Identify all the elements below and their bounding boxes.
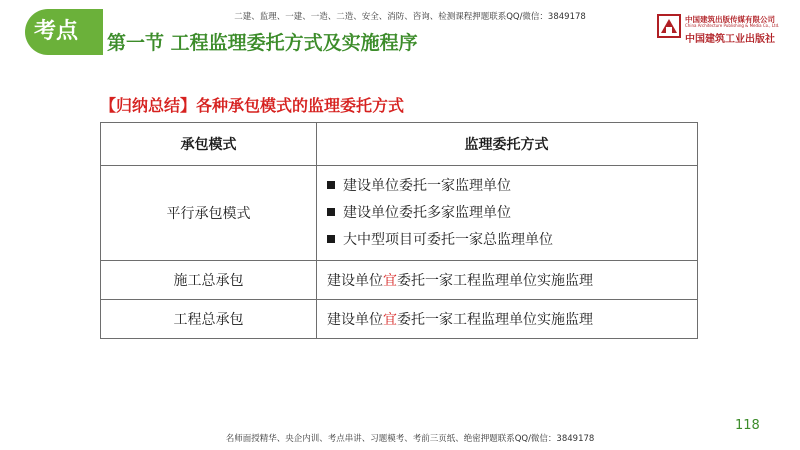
method-text-post: 委托一家工程监理单位实施监理 <box>397 273 593 289</box>
supervision-mode-table <box>100 122 698 339</box>
table-row <box>101 300 698 339</box>
method-highlight: 宜 <box>383 273 397 289</box>
header-supervision-method: 监理委托方式 <box>317 123 698 166</box>
square-bullet-icon <box>327 181 335 189</box>
cell-mode: 平行承包模式 <box>101 166 317 261</box>
bullet-text: 大中型项目可委托一家总监理单位 <box>343 231 553 248</box>
publisher-name: 中国建筑出版传媒有限公司 <box>685 15 775 24</box>
bottom-contact-note: 名师面授精华、央企内训、考点串讲、习题模考、考前三页纸、绝密押题联系QQ/微信：3849178 <box>225 434 595 444</box>
square-bullet-icon <box>327 208 335 216</box>
list-item <box>327 200 696 227</box>
list-item <box>327 227 696 254</box>
table-row <box>101 166 698 261</box>
square-bullet-icon <box>327 235 335 243</box>
table-row <box>101 261 698 300</box>
list-item <box>327 173 696 200</box>
section-title: 第一节 工程监理委托方式及实施程序 <box>107 32 418 54</box>
method-text-pre: 建设单位 <box>327 312 383 328</box>
method-text-post: 委托一家工程监理单位实施监理 <box>397 312 593 328</box>
table-header-row <box>101 123 698 166</box>
method-highlight: 宜 <box>383 312 397 328</box>
cell-method <box>317 261 698 300</box>
cell-mode: 施工总承包 <box>101 261 317 300</box>
publisher-english-name: China Architecture Publishing & Media Co., Ltd. <box>685 23 780 28</box>
publisher-calligraphy: 中国建筑工业出版社 <box>685 34 775 45</box>
summary-title: 【归纳总结】各种承包模式的监理委托方式 <box>100 96 405 115</box>
top-contact-note: 二建、监理、一建、一造、二造、安全、消防、咨询、检测课程押题联系QQ/微信：3849178 <box>234 12 586 22</box>
bullet-text: 建设单位委托多家监理单位 <box>343 204 511 221</box>
publisher-emblem-icon <box>657 14 681 38</box>
topic-badge-label: 考点 <box>34 19 79 44</box>
method-text-pre: 建设单位 <box>327 273 383 289</box>
page-number: 118 <box>735 418 760 433</box>
publisher-logo <box>657 12 780 46</box>
cell-method <box>317 300 698 339</box>
cell-mode: 工程总承包 <box>101 300 317 339</box>
cell-method-list <box>317 166 698 261</box>
header-contract-mode: 承包模式 <box>101 123 317 166</box>
bullet-text: 建设单位委托一家监理单位 <box>343 177 511 194</box>
